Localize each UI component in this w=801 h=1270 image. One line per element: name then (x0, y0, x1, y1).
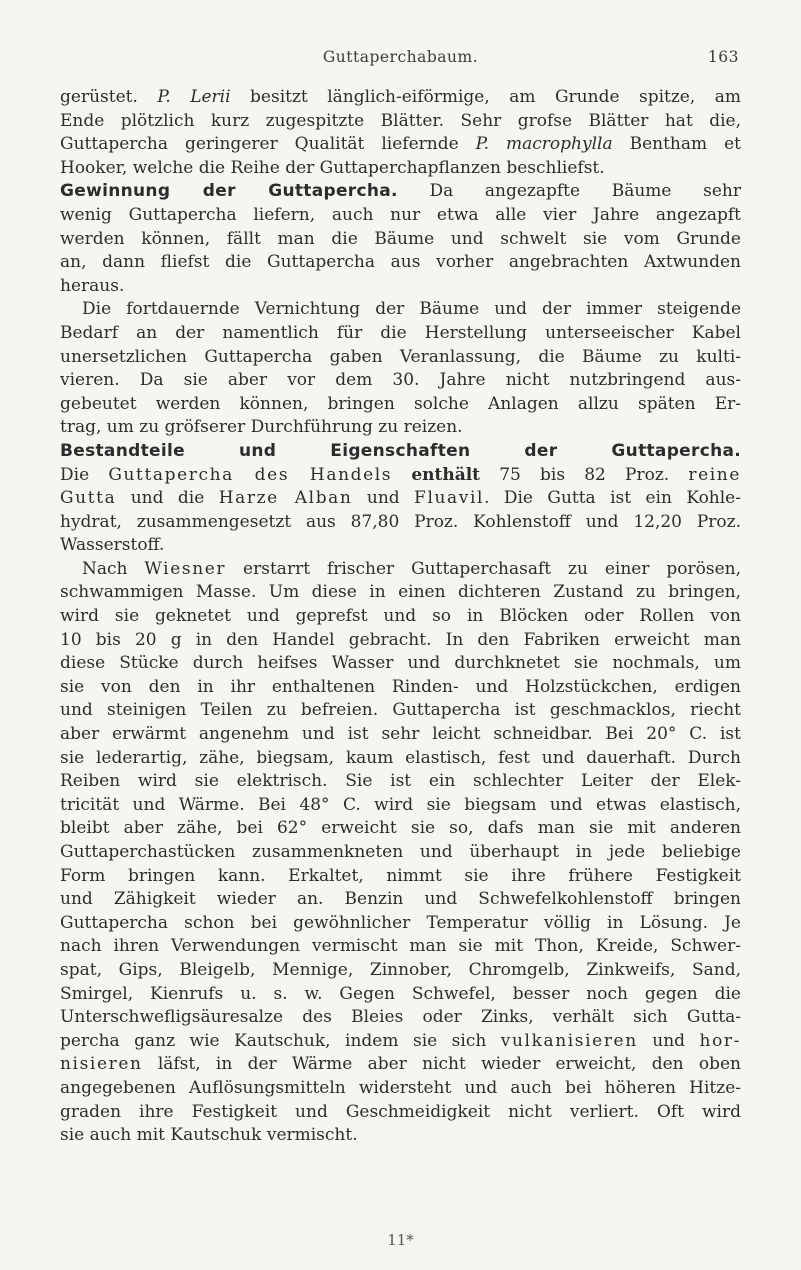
text-run: an, dann fliefst die Guttapercha aus vorher angebrachten Axtwunden (60, 252, 741, 273)
text-line (60, 817, 741, 841)
text-line (60, 346, 741, 370)
text-run: graden ihre Festigkeit und Geschmeidigkeit nicht verliert. Oft wird (60, 1101, 741, 1122)
text-line (60, 393, 741, 417)
spaced-term: Harze Alban (218, 488, 353, 509)
text-line (60, 723, 741, 747)
text-run: und (352, 488, 415, 509)
text-line (60, 865, 741, 889)
text-run: und (637, 1030, 700, 1051)
text-run: enthält (411, 464, 481, 485)
signature-mark: 11* (387, 1231, 414, 1249)
text-line (60, 747, 741, 771)
text-line (60, 841, 741, 865)
body-text (60, 86, 741, 1148)
page-number: 163 (707, 48, 739, 66)
text-run: angegebenen Auflösungsmitteln widersteht und auch bei höheren Hitze- (60, 1077, 741, 1098)
text-run: und die (116, 488, 219, 509)
text-run: Hooker, welche die Reihe der Guttaperchapflanzen beschliefst. (60, 157, 605, 178)
text-run: spat, Gips, Bleigelb, Mennige, Zinnober, Chromgelb, Zinkweifs, Sand, (60, 959, 741, 980)
text-line (60, 1053, 741, 1077)
text-run: Nach (82, 558, 145, 579)
text-run: Da angezapfte Bäume sehr (397, 181, 741, 202)
text-line (60, 770, 741, 794)
text-run: Guttaperchastücken zusammenkneten und überhaupt in jede beliebige (60, 842, 741, 862)
text-line (60, 629, 741, 653)
text-line (60, 228, 741, 252)
text-run: erstarrt frischer Guttaperchasaft zu einer porösen, (226, 558, 741, 579)
text-line (60, 133, 741, 157)
text-line (60, 676, 741, 700)
text-run: Smirgel, Kienrufs u. s. w. Gegen Schwefel, besser noch gegen die (60, 983, 741, 1004)
text-run: vieren. Da sie aber vor dem 30. Jahre nicht nutzbringend aus- (60, 370, 741, 391)
spaced-term: nisieren (60, 1054, 143, 1075)
text-run: Form bringen kann. Erkaltet, nimmt sie ihre frühere Festigkeit (60, 865, 741, 886)
text-run: werden können, fällt man die Bäume und schwelt sie vom Grunde (60, 228, 741, 249)
text-line (60, 157, 741, 181)
text-run (392, 465, 411, 485)
text-line (60, 1101, 741, 1125)
text-run: sie auch mit Kautschuk vermischt. (60, 1125, 358, 1146)
text-run: nach ihren Verwendungen vermischt man sie mit Thon, Kreide, Schwer- (60, 936, 741, 957)
text-run: und steinigen Teilen zu befreien. Guttapercha ist geschmacklos, riecht (60, 700, 741, 721)
spaced-term: Guttapercha des Handels (108, 464, 393, 485)
section-heading: Bestandteile und Eigenschaften der Guttapercha. (60, 440, 741, 461)
text-line (60, 416, 741, 440)
text-line (60, 440, 741, 464)
section-heading: Gewinnung der Guttapercha. (60, 181, 398, 202)
species-name: P. Lerii (157, 87, 231, 107)
text-run: bleibt aber zähe, bei 62° erweicht sie so, dafs man sie mit anderen (60, 818, 741, 839)
text-run: schwammigen Masse. Um diese in einen dichteren Zustand zu bringen, (60, 582, 741, 603)
text-line (60, 1124, 741, 1148)
text-run: und Zähigkeit wieder an. Benzin und Schwefelkohlenstoff bringen (60, 889, 741, 910)
text-run: besitzt länglich-eiförmige, am Grunde spitze, am (230, 87, 741, 107)
text-run: diese Stücke durch heifses Wasser und durchknetet sie nochmals, um (60, 653, 741, 674)
text-run: Bedarf an der namentlich für die Herstellung unterseeischer Kabel (60, 322, 741, 343)
text-run: Die (60, 464, 109, 485)
text-line (60, 204, 741, 228)
text-run: Wasserstoff. (60, 535, 165, 556)
text-line (60, 581, 741, 605)
text-run: wenig Guttapercha liefern, auch nur etwa alle vier Jahre angezapft (60, 204, 741, 225)
text-run: heraus. (60, 275, 125, 296)
text-line (60, 251, 741, 275)
text-run: Reiben wird sie elektrisch. Sie ist ein schlechter Leiter der Elek- (60, 771, 741, 792)
text-line (60, 275, 741, 299)
text-run: sie von den in ihr enthaltenen Rinden- und Holzstückchen, erdigen (60, 676, 741, 697)
text-line (60, 699, 741, 723)
spaced-term: Gutta (60, 488, 117, 509)
text-line (60, 1030, 741, 1054)
text-run: sie lederartig, zähe, biegsam, kaum elastisch, fest und dauerhaft. Durch (60, 747, 741, 768)
text-line (60, 322, 741, 346)
text-line (60, 110, 741, 134)
text-run: 75 bis 82 Proz. (480, 464, 689, 485)
text-run: Die fortdauernde Vernichtung der Bäume und der immer steigende (82, 299, 741, 320)
text-run: wird sie geknetet und geprefst und so in Blöcken oder Rollen von (60, 606, 741, 627)
text-line (60, 298, 741, 322)
running-header (60, 48, 741, 70)
text-run: Ende plötzlich kurz zugespitzte Blätter. Sehr grofse Blätter hat die, (60, 110, 741, 131)
text-run: gerüstet. (60, 87, 158, 107)
text-line (60, 487, 741, 511)
text-line (60, 180, 741, 204)
text-line (60, 369, 741, 393)
running-title: Guttaperchabaum. (322, 48, 479, 66)
text-run: Bentham et (612, 134, 741, 155)
text-line (60, 464, 741, 488)
text-line (60, 86, 741, 110)
text-run: 10 bis 20 g in den Handel gebracht. In den Fabriken erweicht man (60, 629, 741, 650)
text-line (60, 511, 741, 535)
text-line (60, 935, 741, 959)
text-run: Unterschwefligsäuresalze des Bleies oder Zinks, verhält sich Gutta- (60, 1007, 741, 1028)
text-line (60, 605, 741, 629)
text-line (60, 558, 741, 582)
species-name: P. macrophylla (475, 134, 613, 155)
text-run: tricität und Wärme. Bei 48° C. wird sie biegsam und etwas elastisch, (60, 794, 741, 815)
spaced-term: Fluavil (414, 488, 485, 509)
text-line (60, 794, 741, 818)
text-line (60, 959, 741, 983)
text-line (60, 912, 741, 936)
text-run: trag, um zu gröfserer Durchführung zu reizen. (60, 417, 463, 438)
text-run: unersetzlichen Guttapercha gaben Veranlassung, die Bäume zu kulti- (60, 346, 741, 367)
text-run: percha ganz wie Kautschuk, indem sie sich (60, 1030, 501, 1051)
text-run: Guttapercha schon bei gewöhnlicher Temperatur völlig in Lösung. Je (60, 912, 741, 933)
text-line (60, 983, 741, 1007)
text-run: aber erwärmt angenehm und ist sehr leicht schneidbar. Bei 20° C. ist (60, 724, 741, 745)
text-line (60, 888, 741, 912)
text-run: . Die Gutta ist ein Kohle- (484, 488, 741, 509)
text-line (60, 1006, 741, 1030)
spaced-term: Wiesner (144, 558, 227, 579)
text-run: läfst, in der Wärme aber nicht wieder erweicht, den oben (142, 1054, 741, 1075)
spaced-term: reine (688, 464, 741, 485)
spaced-term: vulkanisieren (500, 1030, 638, 1051)
text-run: Guttapercha geringerer Qualität liefernde (60, 134, 476, 155)
spaced-term: hor- (699, 1030, 741, 1051)
text-line (60, 1077, 741, 1101)
text-line (60, 652, 741, 676)
text-run: gebeutet werden können, bringen solche Anlagen allzu späten Er- (60, 393, 741, 414)
text-run: hydrat, zusammengesetzt aus 87,80 Proz. Kohlenstoff und 12,20 Proz. (60, 511, 741, 532)
text-line (60, 534, 741, 558)
